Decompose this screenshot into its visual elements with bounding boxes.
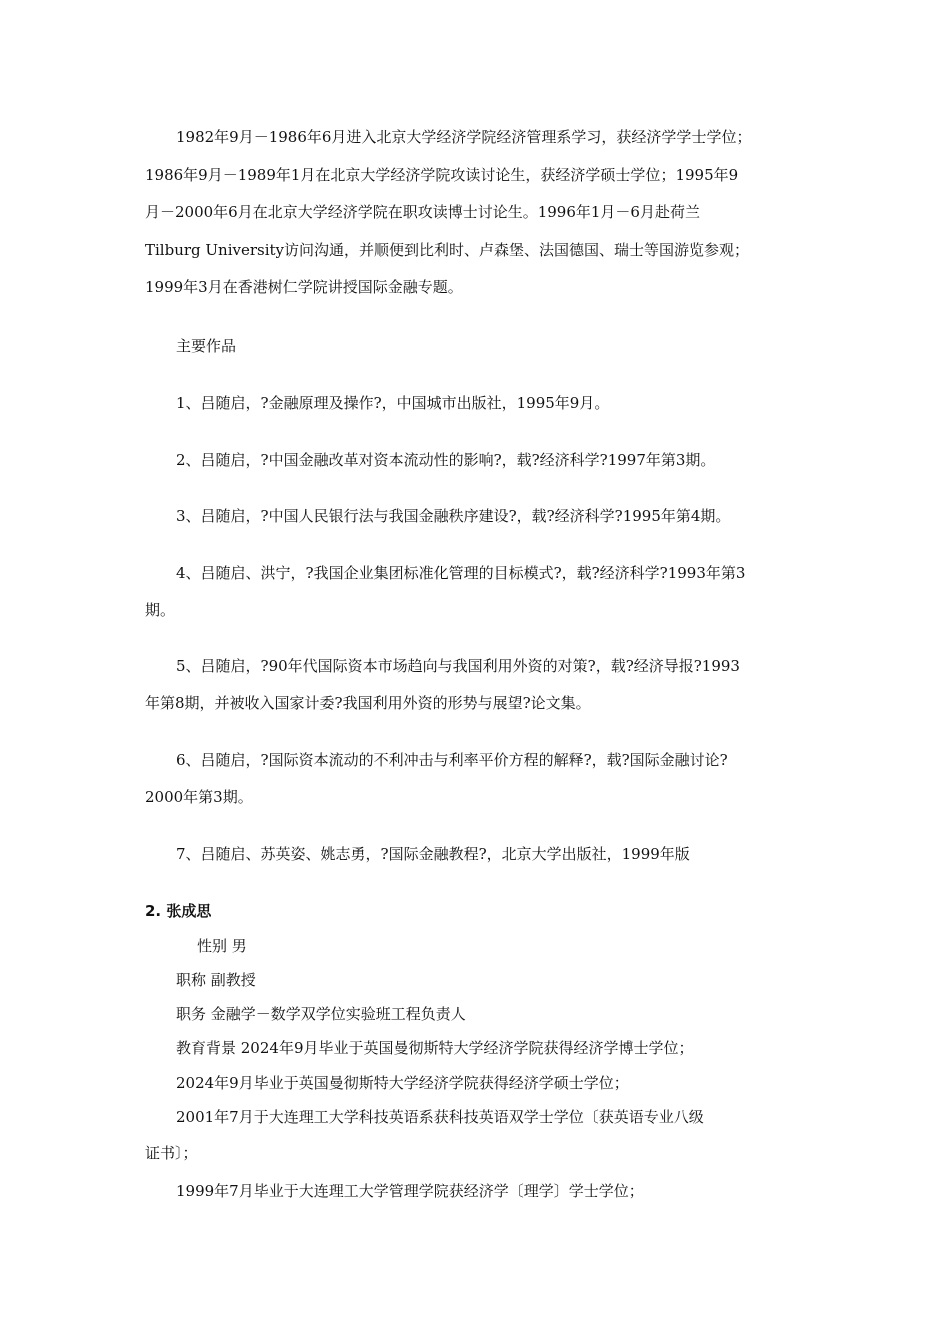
person2-gender: 性别 男 — [197, 937, 247, 955]
bio-line: Tilburg University访问沟通，并顺便到比利时、卢森堡、法国德国、瑞士等国游览参观； — [145, 241, 750, 259]
person2-position: 职务 金融学－数学双学位实验班工程负责人 — [176, 1005, 466, 1023]
work-item: 1、吕随启，?金融原理及操作?，中国城市出版社，1995年9月。 — [176, 394, 610, 412]
person2-education: 教育背景 2024年9月毕业于英国曼彻斯特大学经济学院获得经济学博士学位； — [176, 1039, 694, 1057]
bio-line: 1999年3月在香港树仁学院讲授国际金融专题。 — [145, 278, 463, 296]
person2-education-continued: 证书〕； — [145, 1144, 198, 1162]
work-item-continued: 年第8期，并被收入国家计委?我国利用外资的形势与展望?论文集。 — [145, 694, 591, 712]
work-item: 3、吕随启，?中国人民银行法与我国金融秩序建设?，载?经济科学?1995年第4期。 — [176, 507, 731, 525]
person2-education: 1999年7月毕业于大连理工大学管理学院获经济学〔理学〕学士学位； — [176, 1182, 644, 1200]
person2-title: 职称 副教授 — [176, 971, 256, 989]
person2-heading: 2. 张成思 — [145, 902, 212, 920]
bio-line: 1986年9月－1989年1月在北京大学经济学院攻读讨论生，获经济学硕士学位；1995年9 — [145, 166, 739, 184]
bio-line: 月－2000年6月在北京大学经济学院在职攻读博士讨论生。1996年1月－6月赴荷兰 — [145, 203, 700, 221]
person2-education: 2024年9月毕业于英国曼彻斯特大学经济学院获得经济学硕士学位； — [176, 1074, 629, 1092]
work-item-continued: 期。 — [145, 601, 176, 619]
work-item: 5、吕随启，?90年代国际资本市场趋向与我国利用外资的对策?，载?经济导报?1993 — [176, 657, 740, 675]
person2-education: 2001年7月于大连理工大学科技英语系获科技英语双学士学位〔获英语专业八级 — [176, 1108, 704, 1126]
bio-line: 1982年9月－1986年6月进入北京大学经济学院经济管理系学习，获经济学学士学位； — [176, 128, 752, 146]
work-item: 6、吕随启，?国际资本流动的不利冲击与利率平价方程的解释?，载?国际金融讨论? — [176, 751, 728, 769]
work-item-continued: 2000年第3期。 — [145, 788, 253, 806]
works-heading: 主要作品 — [176, 337, 237, 355]
work-item: 4、吕随启、洪宁，?我国企业集团标准化管理的目标模式?，载?经济科学?1993年第3 — [176, 564, 746, 582]
work-item: 7、吕随启、苏英姿、姚志勇，?国际金融教程?，北京大学出版社，1999年版 — [176, 845, 690, 863]
work-item: 2、吕随启，?中国金融改革对资本流动性的影响?，载?经济科学?1997年第3期。 — [176, 451, 716, 469]
